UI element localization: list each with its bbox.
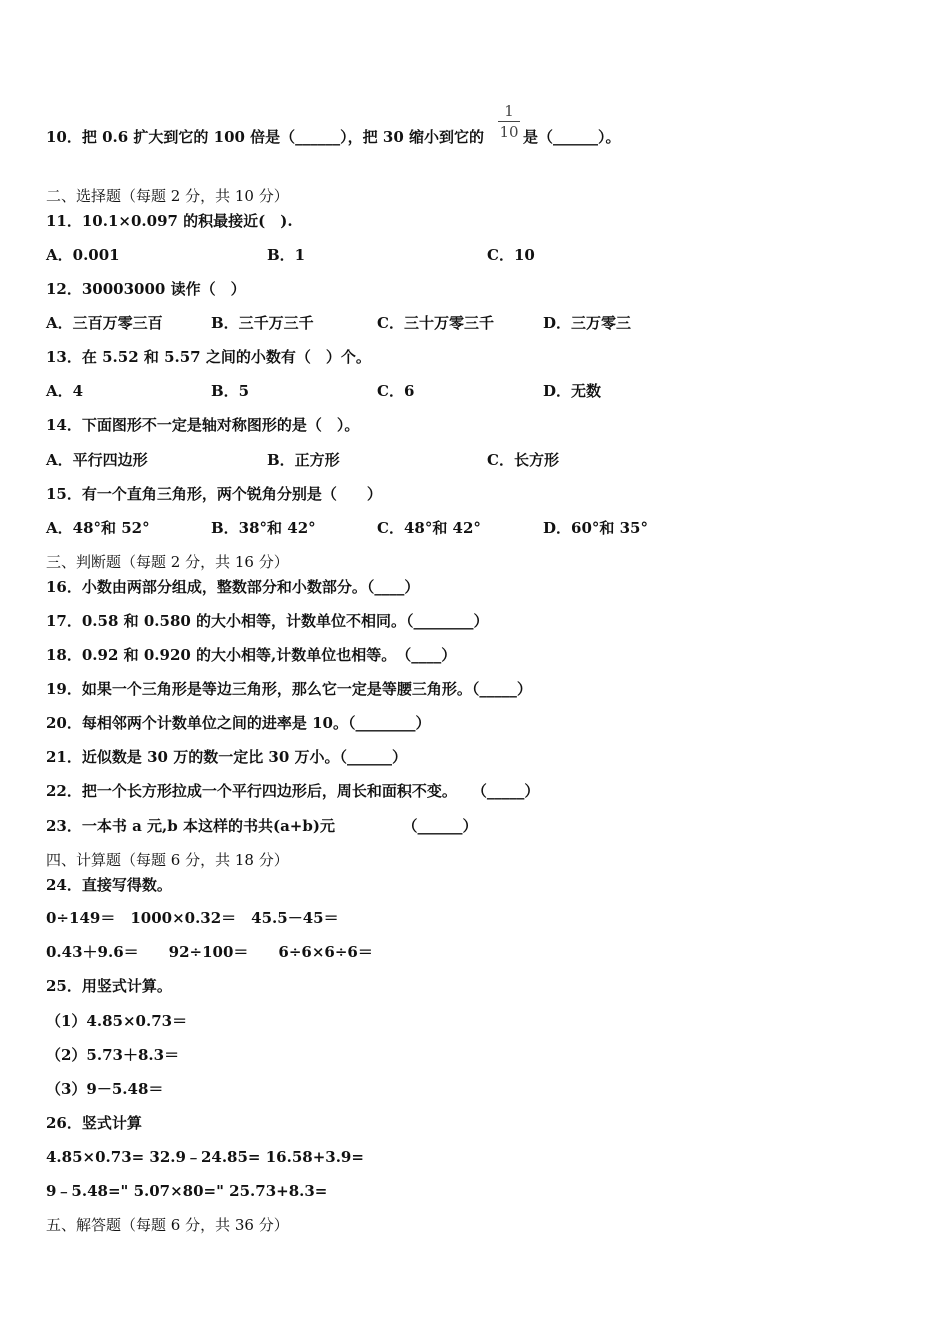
q13-option-d: D．无数 [543,382,602,400]
question-25-item-3: （3）9－5.48＝ [46,1080,164,1098]
question-13-stem: 13．在 5.52 和 5.57 之间的小数有（ ）个。 [46,348,371,366]
fraction-bar [498,121,520,122]
question-10-text-b: 是（______）。 [523,128,621,146]
q15-option-b: B．38°和 42° [211,519,316,537]
q12-option-d: D．三万零三 [543,314,632,332]
q11-option-b: B．1 [267,246,306,264]
q15-option-c: C．48°和 42° [377,519,481,537]
question-20: 20．每相邻两个计数单位之间的进率是 10。（________） [46,714,431,732]
question-18: 18．0.92 和 0.920 的大小相等,计数单位也相等。 （____） [46,646,457,664]
q13-option-b: B．5 [211,382,250,400]
question-26-stem: 26．竖式计算 [46,1114,142,1132]
question-25-item-2: （2）5.73＋8.3＝ [46,1046,180,1064]
question-24-row-1: 0÷149＝ 1000×0.32＝ 45.5－45＝ [46,909,339,927]
question-14-stem: 14．下面图形不一定是轴对称图形的是（ ）。 [46,416,360,434]
q11-option-a: A．0.001 [46,246,120,264]
section-2-heading: 二、选择题（每题 2 分，共 10 分） [46,187,289,205]
q13-option-c: C．6 [377,382,415,400]
question-12-stem: 12．30003000 读作（ ） [46,280,246,298]
q12-option-c: C．三十万零三千 [377,314,494,332]
question-25-item-1: （1）4.85×0.73＝ [46,1012,188,1030]
question-21: 21．近似数是 30 万的数一定比 30 万小。（______） [46,748,408,766]
question-10-text-a: 10．把 0.6 扩大到它的 100 倍是（______），把 30 缩小到它的 [46,128,484,146]
section-5-heading: 五、解答题（每题 6 分，共 36 分） [46,1216,289,1234]
question-26-row-1: 4.85×0.73= 32.9﹣24.85= 16.58+3.9= [46,1148,364,1166]
q14-option-a: A．平行四边形 [46,451,148,469]
question-11-stem: 11．10.1×0.097 的积最接近( ). [46,212,293,230]
q15-option-a: A．48°和 52° [46,519,150,537]
question-23: 23．一本书 a 元,b 本这样的书共(a+b)元 （______） [46,817,478,835]
question-17: 17．0.58 和 0.580 的大小相等，计数单位不相同。（________） [46,612,489,630]
q11-option-c: C．10 [487,246,535,264]
question-26-row-2: 9﹣5.48=" 5.07×80=" 25.73+8.3= [46,1182,328,1200]
q13-option-a: A．4 [46,382,84,400]
question-24-row-2: 0.43＋9.6＝ 92÷100＝ 6÷6×6÷6＝ [46,943,373,961]
q12-option-b: B．三千万三千 [211,314,314,332]
q15-option-d: D．60°和 35° [543,519,648,537]
question-19: 19．如果一个三角形是等边三角形，那么它一定是等腰三角形。（_____） [46,680,532,698]
fraction-numerator: 1 [504,102,514,120]
fraction-one-tenth [498,102,520,141]
question-22: 22．把一个长方形拉成一个平行四边形后，周长和面积不变。 （_____） [46,782,540,800]
q14-option-c: C．长方形 [487,451,559,469]
section-4-heading: 四、计算题（每题 6 分，共 18 分） [46,851,289,869]
question-25-stem: 25．用竖式计算。 [46,977,172,995]
question-16: 16．小数由两部分组成，整数部分和小数部分。（____） [46,578,420,596]
q14-option-b: B．正方形 [267,451,340,469]
question-15-stem: 15．有一个直角三角形，两个锐角分别是（ ） [46,485,382,503]
section-3-heading: 三、判断题（每题 2 分，共 16 分） [46,553,289,571]
question-24-stem: 24．直接写得数。 [46,876,172,894]
fraction-denominator: 10 [499,123,519,141]
q12-option-a: A．三百万零三百 [46,314,163,332]
